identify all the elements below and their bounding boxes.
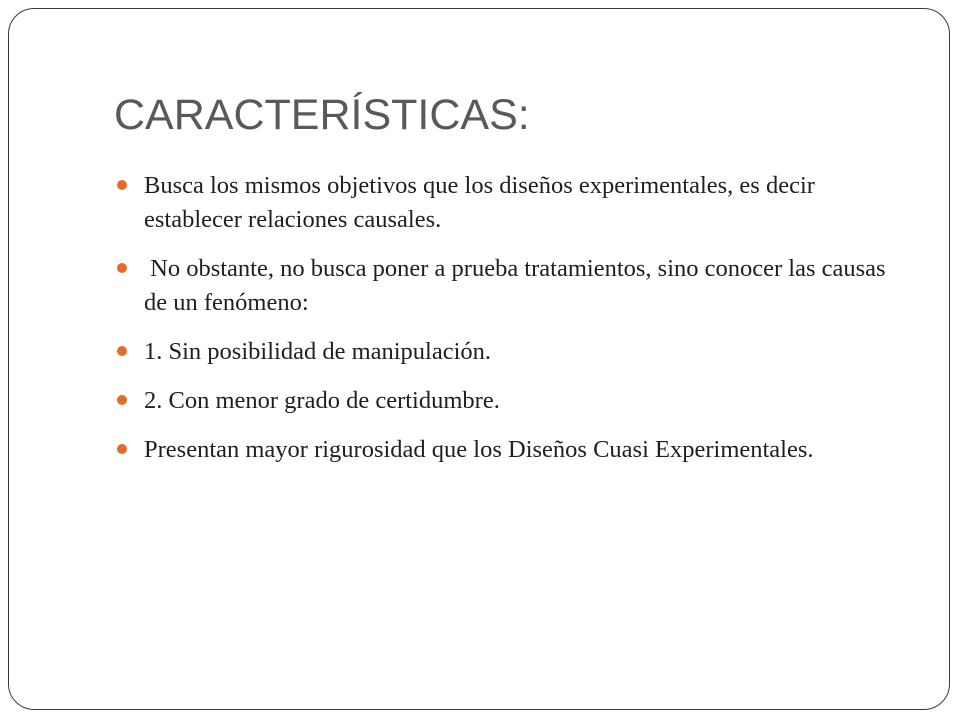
bullet-item: [117, 384, 907, 418]
bullet-item: [117, 433, 907, 467]
bullet-dot-icon: [117, 395, 127, 405]
bullet-item: [117, 169, 907, 237]
bullet-dot-icon: [117, 346, 127, 356]
slide-title: CARACTERÍSTICAS:: [114, 91, 530, 139]
bullet-text: 1. Sin posibilidad de manipulación.: [144, 338, 492, 365]
bullet-text: Busca los mismos objetivos que los diseños experimentales, es decir establecer relaciones causales.: [144, 172, 815, 233]
bullet-dot-icon: [117, 444, 127, 454]
bullet-dot-icon: [117, 180, 127, 190]
bullet-text: Presentan mayor rigurosidad que los Diseños Cuasi Experimentales.: [144, 436, 814, 463]
slide-frame: [8, 8, 950, 710]
bullet-text: No obstante, no busca poner a prueba tratamientos, sino conocer las causas de un fenómeno:: [144, 255, 892, 316]
bullet-text: 2. Con menor grado de certidumbre.: [144, 387, 500, 414]
bullet-dot-icon: [117, 263, 127, 273]
bullet-item: [117, 252, 907, 320]
bullet-item: [117, 335, 907, 369]
bullet-list: [117, 169, 907, 482]
